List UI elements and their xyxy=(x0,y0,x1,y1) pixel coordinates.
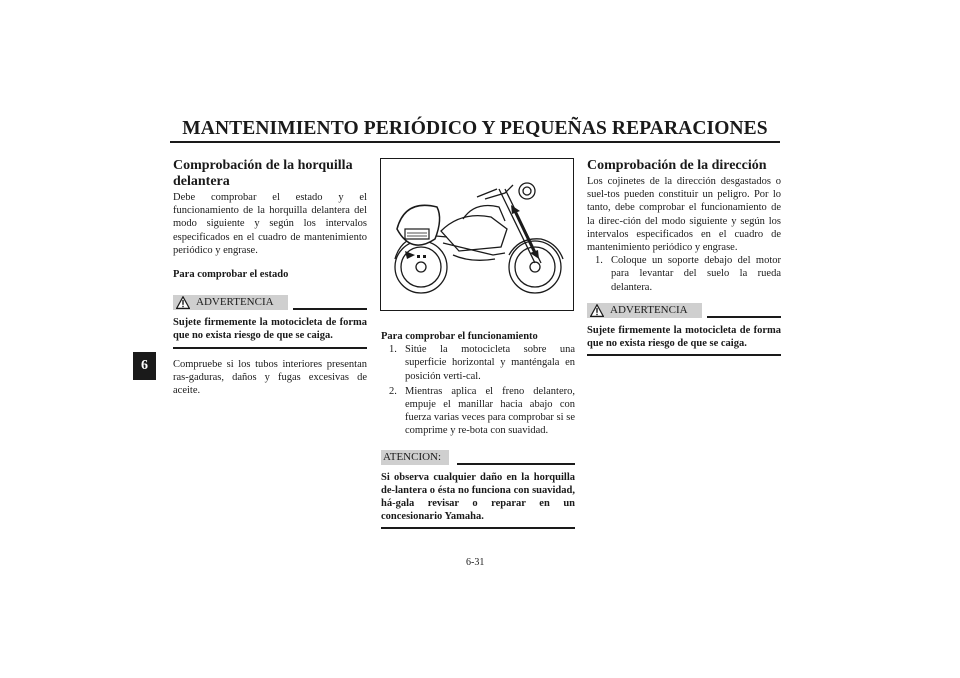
caution-box xyxy=(381,450,575,465)
caution-text: Si observa cualquier daño en la horquilla de-lantera o ésta no funciona con suavidad, há-gala revisar o reparar en un concesionario Yamaha. xyxy=(381,471,575,530)
warning-text: Sujete firmemente la motocicleta de forma que no exista riesgo de que se caiga. xyxy=(587,324,781,356)
warning-triangle-icon xyxy=(176,296,190,309)
caution-label: ATENCION: xyxy=(381,450,449,465)
steering-steps xyxy=(587,254,781,294)
operation-steps xyxy=(381,343,575,437)
page-header-title: MANTENIMIENTO PERIÓDICO Y PEQUEÑAS REPARACIONES xyxy=(182,118,768,139)
front-fork-intro: Debe comprobar el estado y el funcionamiento de la horquilla delantera del modo siguiente y según los intervalos especificados en el cuadro de mantenimiento periódico y engrase. xyxy=(173,192,367,256)
warning-text: Sujete firmemente la motocicleta de forma que no exista riesgo de que se caiga. xyxy=(173,316,367,348)
warning-label: ADVERTENCIA xyxy=(173,295,288,310)
section-heading-front-fork: Comprobación de la horquilla delantera xyxy=(173,158,353,189)
operation-subheading: Para comprobar el funcionamiento xyxy=(381,331,538,342)
chapter-tab: 6 xyxy=(133,352,156,380)
list-item: 2. Mientras aplica el freno delantero, empuje el manillar hacia abajo con fuerza varias veces para comprobar si se comprime y re-bota con suavidad. xyxy=(389,385,575,437)
right-column xyxy=(587,158,781,356)
left-column xyxy=(173,158,367,397)
header-rule xyxy=(170,141,780,143)
list-item: 1. Sitúe la motocicleta sobre una superficie horizontal y manténgala en posición verti-cal. xyxy=(389,344,575,382)
list-item: 1. Coloque un soporte debajo del motor para levantar del suelo la rueda delantera. xyxy=(595,255,781,293)
warning-label: ADVERTENCIA xyxy=(587,303,702,318)
warning-triangle-icon xyxy=(590,304,604,317)
warning-box xyxy=(173,295,367,348)
page-number: 6-31 xyxy=(466,557,485,568)
condition-subheading: Para comprobar el estado xyxy=(173,269,289,281)
middle-column xyxy=(381,330,575,529)
motorcycle-icon xyxy=(381,159,573,310)
condition-check-text: Compruebe si los tubos interiores presentan ras-gaduras, daños y fugas excesivas de aceite. xyxy=(173,358,367,397)
section-heading-steering: Comprobación de la dirección xyxy=(587,158,767,173)
motorcycle-fork-illustration xyxy=(380,158,574,311)
steering-intro: Los cojinetes de la dirección desgastados o suel-tos pueden constituir un peligro. Por lo tanto, debe comprobar el funcionamiento de la direc-ción del modo siguiente y según los intervalos especificados en el cuadro de mantenimiento periódico y engrase. xyxy=(587,176,781,254)
warning-box xyxy=(587,303,781,356)
